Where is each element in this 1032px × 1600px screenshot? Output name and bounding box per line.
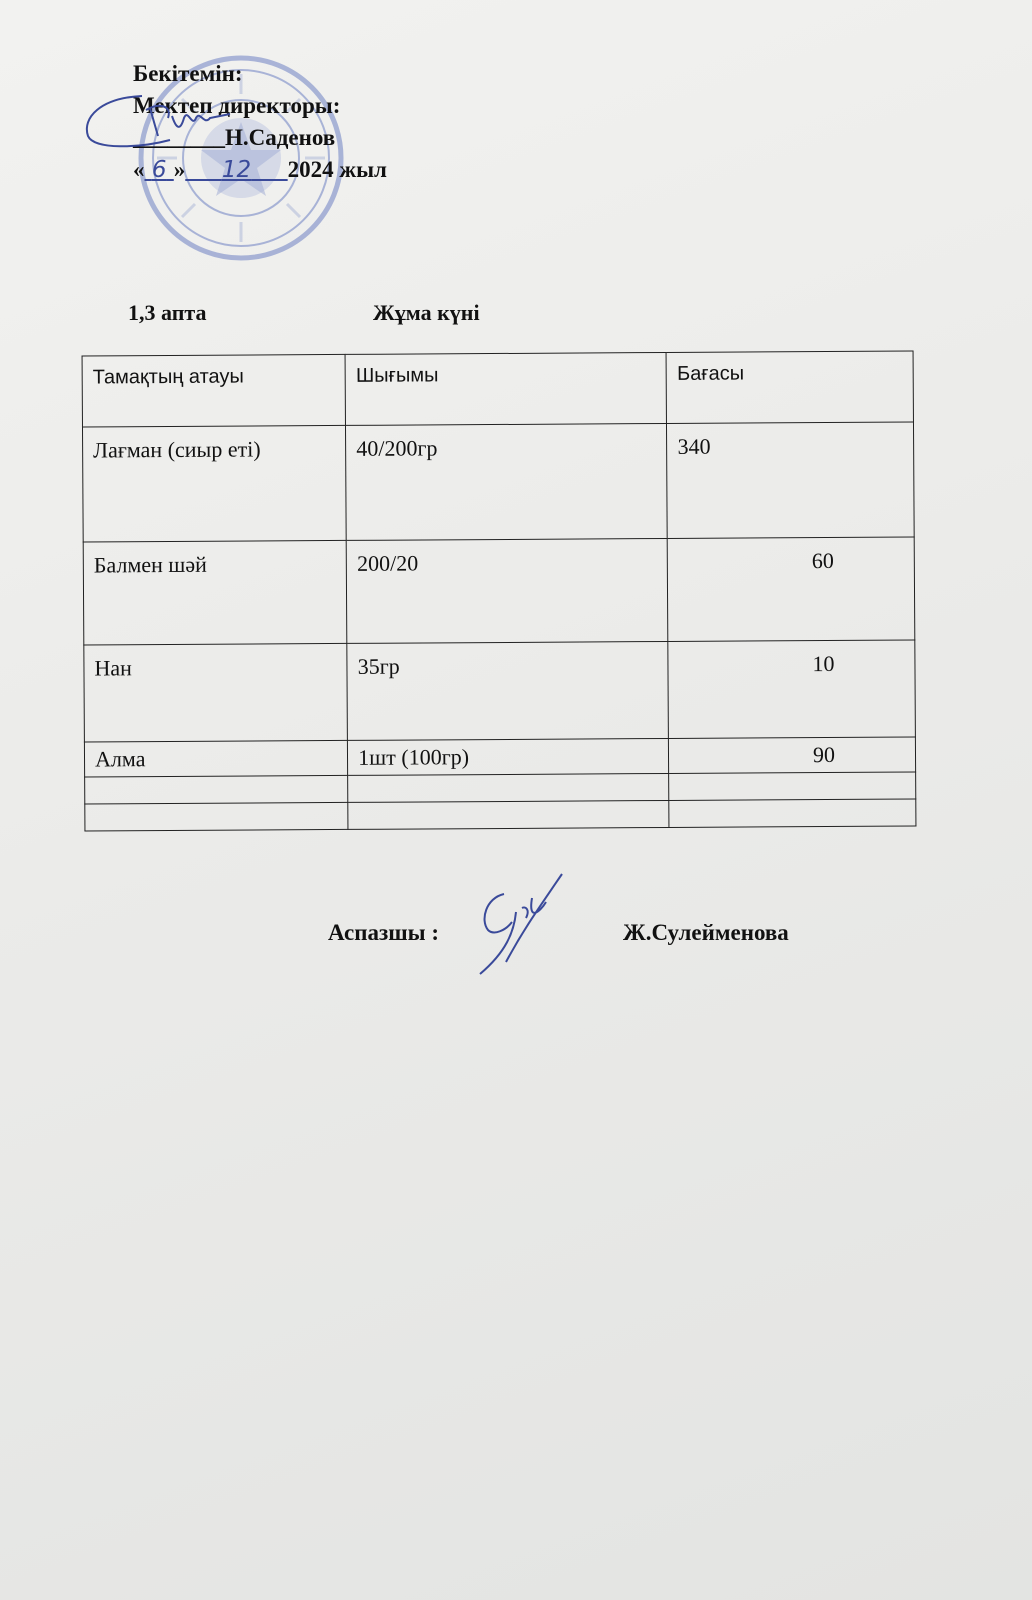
dish-name: Балмен шәй <box>83 540 347 645</box>
table-row <box>82 422 914 542</box>
empty-cell <box>348 800 669 829</box>
table-row-empty <box>85 799 916 831</box>
director-signature-icon <box>80 88 270 158</box>
director-title: Мектеп директоры: <box>133 93 341 118</box>
empty-cell <box>669 799 916 828</box>
date-year: 2024 жыл <box>287 157 387 182</box>
menu-table <box>82 350 917 831</box>
dish-price: 340 <box>667 422 914 539</box>
approval-date <box>133 154 387 186</box>
cook-label: Аспазшы : <box>328 920 440 945</box>
director-name: Н.Саденов <box>225 125 336 150</box>
dish-price: 60 <box>668 537 915 642</box>
empty-cell <box>348 773 669 802</box>
empty-cell <box>85 802 348 831</box>
empty-cell <box>669 772 916 801</box>
header-dish-name: Тамақтың атауы <box>82 354 346 427</box>
day-label: Жұма күні <box>373 300 480 325</box>
dish-yield: 40/200гр <box>346 423 668 540</box>
week-label: 1,3 апта <box>128 300 207 325</box>
dish-name: Алма <box>84 740 347 777</box>
table-row <box>84 737 915 777</box>
dish-yield: 200/20 <box>346 538 668 643</box>
signature-blank: ________ <box>133 125 225 150</box>
table-row <box>83 537 915 645</box>
table-header-row <box>82 351 913 427</box>
date-close-quote: » <box>173 157 186 182</box>
date-open-quote: « <box>133 157 145 182</box>
dish-yield: 35гр <box>347 641 669 740</box>
dish-price: 10 <box>668 640 915 739</box>
dish-name: Нан <box>84 643 348 742</box>
table-row <box>84 640 916 742</box>
approval-heading: Бекітемін: <box>133 61 243 86</box>
cook-name: Ж.Сулейменова <box>623 920 789 945</box>
header-price: Бағасы <box>666 351 913 424</box>
dish-name: Лағман (сиыр еті) <box>82 425 346 542</box>
empty-cell <box>85 775 348 804</box>
dish-yield: 1шт (100гр) <box>348 738 669 775</box>
date-month: 12 <box>221 157 252 183</box>
week-day-row <box>128 300 480 326</box>
dish-price: 90 <box>669 737 916 774</box>
date-day: 6 <box>151 157 167 183</box>
cook-signature-row <box>328 920 789 946</box>
header-yield: Шығымы <box>345 352 667 425</box>
